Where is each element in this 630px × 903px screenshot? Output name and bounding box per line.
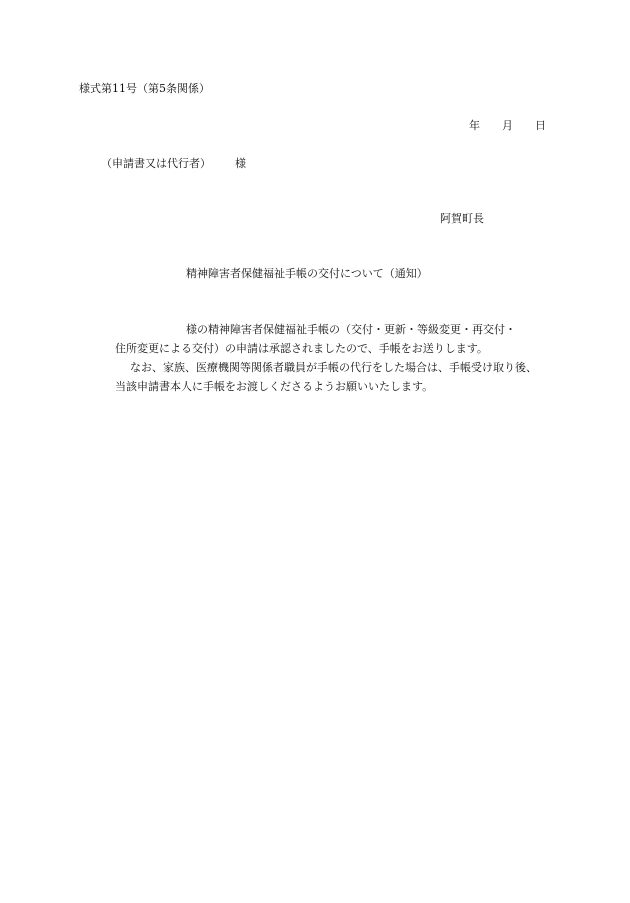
addressee-honorific: 様 — [235, 157, 246, 170]
body-line-3: なお、家族、医療機関等関係者職員が手帳の代行をした場合は、手帳受け取り後、 — [130, 361, 537, 374]
body-line-1: 様の精神障害者保健福祉手帳の（交付・更新・等級変更・再交付・ — [186, 323, 516, 336]
addressee — [101, 158, 246, 169]
body-line-4: 当該申請書本人に手帳をお渡しくださるようお願いいたします。 — [115, 380, 434, 393]
document-subject: 精神障害者保健福祉手帳の交付について（通知） — [186, 267, 428, 280]
date-year-label: 年 — [469, 119, 480, 132]
date-day-label: 日 — [535, 119, 546, 132]
date-month-label: 月 — [502, 119, 513, 132]
addressee-label: （申請書又は代行者） — [101, 157, 211, 170]
date-line — [469, 120, 546, 131]
form-number: 様式第11号（第5条関係） — [79, 82, 210, 95]
issuer-name: 阿賀町長 — [440, 212, 484, 225]
body-line-2: 住所変更による交付）の申請は承認されましたので、手帳をお送りします。 — [115, 342, 488, 355]
